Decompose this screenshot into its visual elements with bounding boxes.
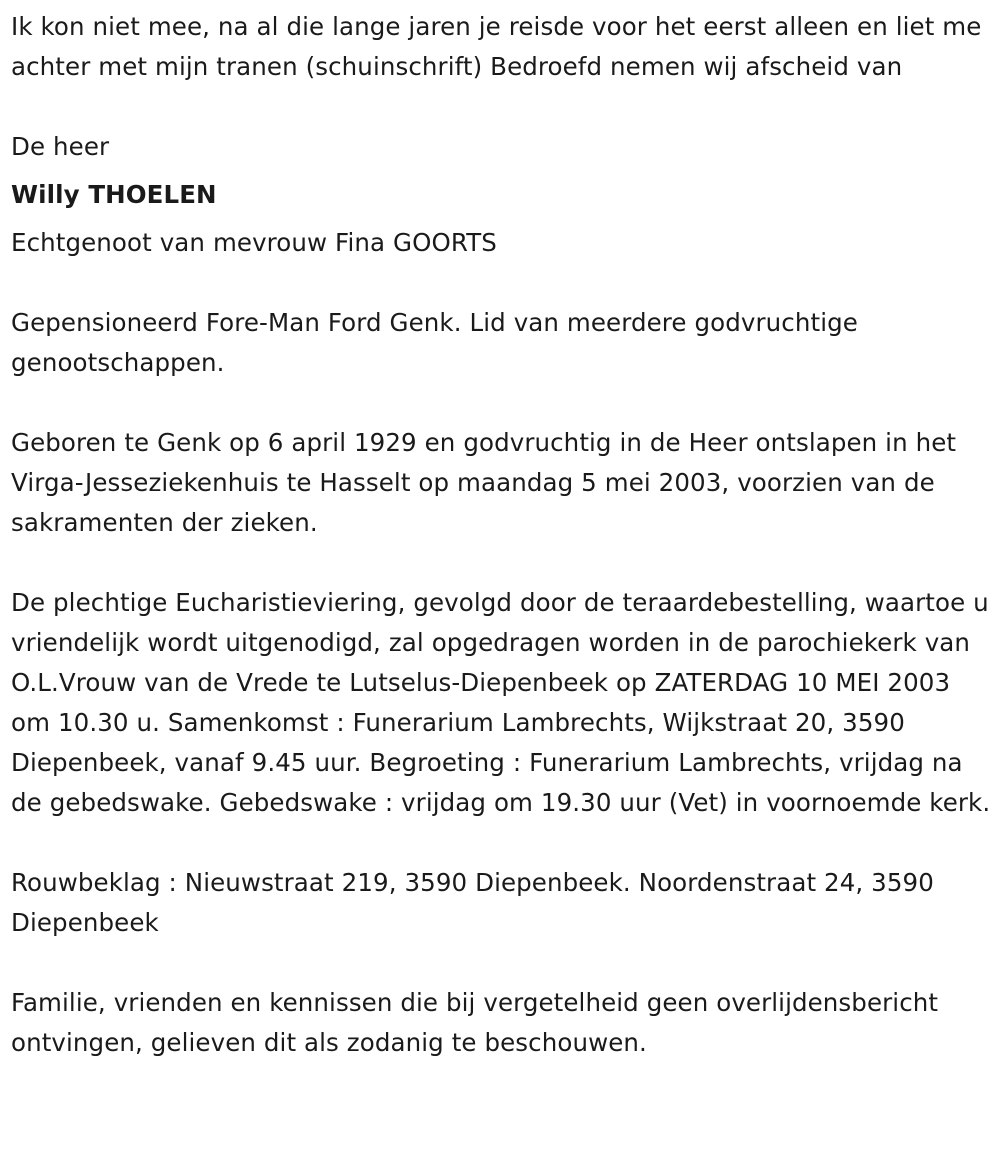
death-notice (11, 7, 991, 1063)
spouse-line: Echtgenoot van mevrouw Fina GOORTS (11, 228, 497, 257)
ceremony-paragraph: De plechtige Eucharistieviering, gevolgd door de teraardebestelling, waartoe u vriendelijk wordt uitgenodigd, zal opgedragen worden in de parochiekerk van O.L.Vrouw van de Vrede te Lutselus-Diepenbeek op ZATERDAG 10 MEI 2003 om 10.30 u. Samenkomst : Funerarium Lambrechts, Wijkstraat 20, 3590 Diepenbeek, vanaf 9.45 uur. Begroeting : Funerarium Lambrechts, vrijdag na de gebedswake. Gebedswake : vrijdag om 19.30 uur (Vet) in voornoemde kerk. (11, 588, 991, 817)
closing-paragraph: Familie, vrienden en kennissen die bij vergetelheid geen overlijdensbericht ontvingen, gelieven dit als zodanig te beschouwen. (11, 988, 939, 1057)
condolences-paragraph: Rouwbeklag : Nieuwstraat 219, 3590 Diepenbeek. Noordenstraat 24, 3590 Diepenbeek (11, 868, 934, 937)
deceased-name: Willy THOELEN (11, 180, 217, 209)
birth-death-paragraph: Geboren te Genk op 6 april 1929 en godvruchtig in de Heer ontslapen in het Virga-Jesseziekenhuis te Hasselt op maandag 5 mei 2003, voorzien van de sakramenten der zieken. (11, 428, 957, 537)
salutation: De heer (11, 132, 110, 161)
intro-paragraph: Ik kon niet mee, na al die lange jaren je reisde voor het eerst alleen en liet me achter met mijn tranen (schuinschrift) Bedroefd nemen wij afscheid van (11, 12, 982, 81)
occupation-paragraph: Gepensioneerd Fore-Man Ford Genk. Lid van meerdere godvruchtige genootschappen. (11, 308, 858, 377)
